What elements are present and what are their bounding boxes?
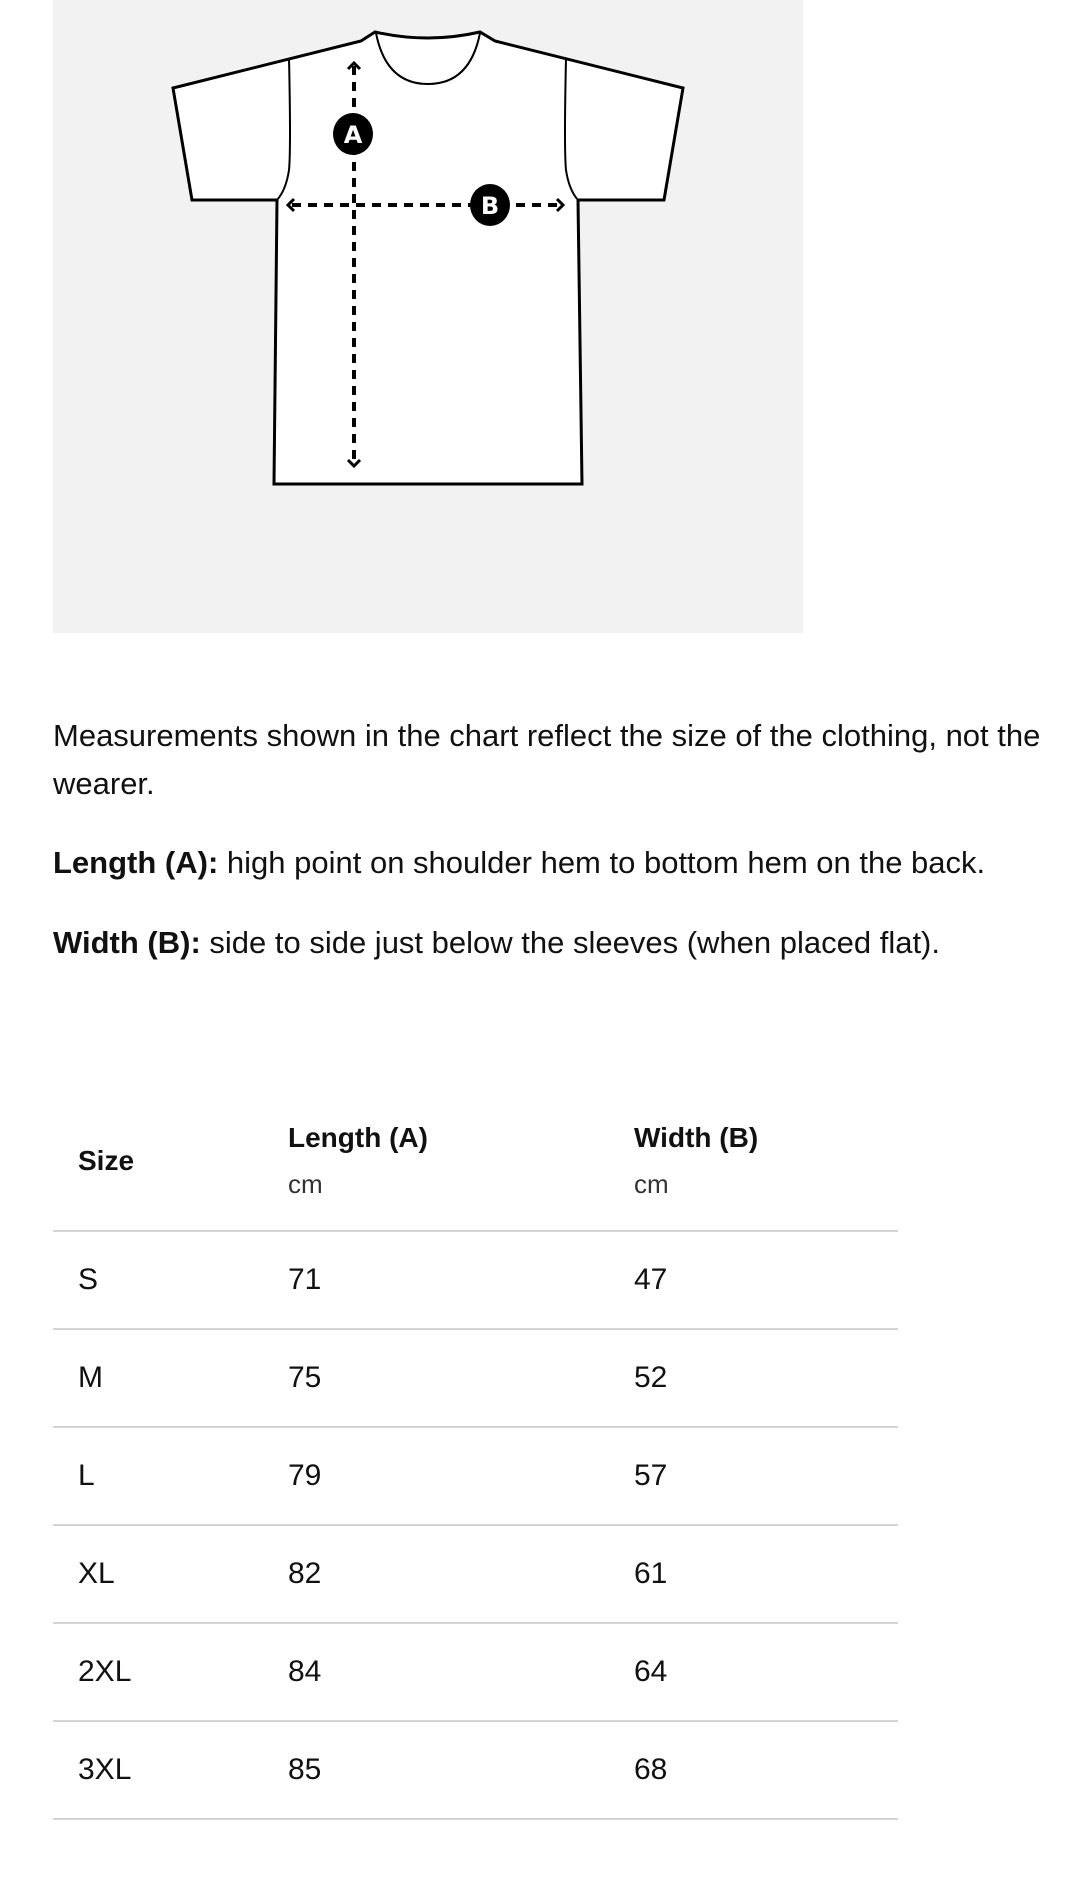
- cell-size: S: [78, 1263, 99, 1296]
- cell-size: M: [78, 1361, 103, 1394]
- marker-a: [333, 113, 373, 155]
- cell-length: 71: [288, 1263, 322, 1296]
- table-row: [53, 1721, 898, 1819]
- table-header-row: [53, 1100, 898, 1231]
- size-diagram-panel: [53, 0, 803, 633]
- length-definition: [53, 839, 1083, 887]
- tshirt-diagram: [0, 0, 1086, 633]
- header-size: [53, 1100, 288, 1231]
- cell-size: 2XL: [78, 1655, 132, 1688]
- width-term: Width (B):: [53, 925, 201, 960]
- header-width-label: Width (B): [634, 1122, 759, 1153]
- table-row: [53, 1427, 898, 1525]
- cell-length: 84: [288, 1655, 322, 1688]
- table-row: [53, 1525, 898, 1623]
- cell-size: L: [78, 1459, 95, 1492]
- header-length-unit: cm: [288, 1169, 323, 1199]
- cell-length: 79: [288, 1459, 322, 1492]
- header-length-label: Length (A): [288, 1122, 428, 1153]
- marker-a-label: A: [343, 121, 363, 149]
- cell-width: 57: [634, 1459, 668, 1492]
- table-row: [53, 1329, 898, 1427]
- length-term: Length (A):: [53, 845, 219, 880]
- cell-length: 75: [288, 1361, 322, 1394]
- cell-width: 68: [634, 1753, 668, 1786]
- marker-b: [470, 184, 510, 226]
- length-text: high point on shoulder hem to bottom hem on the back.: [218, 845, 986, 880]
- size-chart-table: [53, 1100, 898, 1820]
- cell-size: XL: [78, 1557, 115, 1590]
- marker-b-label: B: [480, 192, 500, 220]
- width-text: side to side just below the sleeves (when placed flat).: [200, 925, 940, 960]
- cell-width: 61: [634, 1557, 668, 1590]
- cell-width: 64: [634, 1655, 668, 1688]
- header-width: [634, 1100, 898, 1231]
- cell-width: 47: [634, 1263, 668, 1296]
- cell-length: 85: [288, 1753, 322, 1786]
- header-length: [288, 1100, 634, 1231]
- tshirt-outline: [173, 32, 683, 484]
- header-width-unit: cm: [634, 1169, 669, 1199]
- width-definition: [53, 919, 1083, 967]
- cell-length: 82: [288, 1557, 322, 1590]
- table-row: [53, 1231, 898, 1329]
- measurement-note: Measurements shown in the chart reflect the size of the clothing, not the wearer.: [53, 718, 1041, 801]
- table-row: [53, 1623, 898, 1721]
- cell-width: 52: [634, 1361, 668, 1394]
- header-size-label: Size: [78, 1145, 135, 1176]
- cell-size: 3XL: [78, 1753, 132, 1786]
